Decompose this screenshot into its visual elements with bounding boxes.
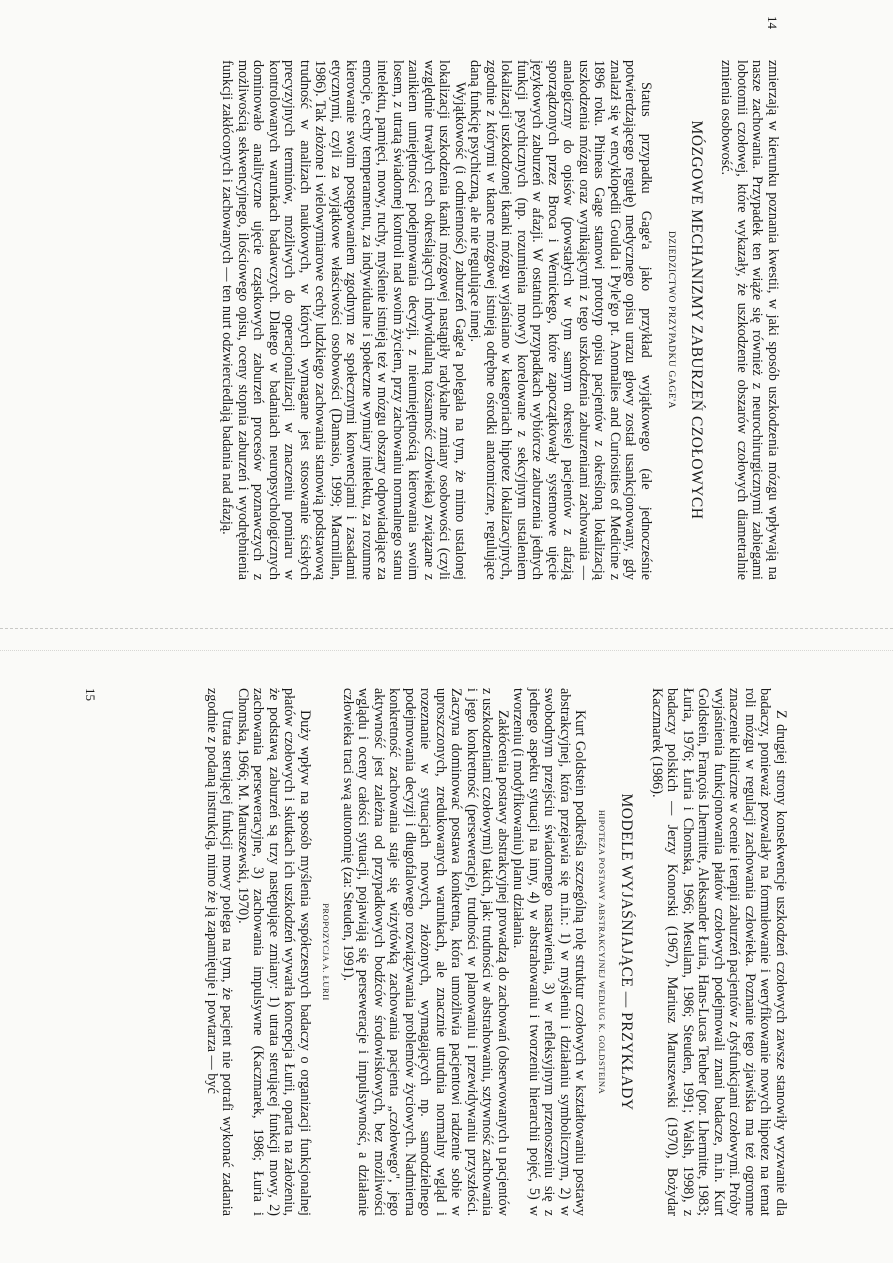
left-page — [70, 16, 781, 580]
left-page-intro: zmierzają w kierunku poznania kwestii, w jaki sposób uszkodzenia mózgu wpływają na nasze zachowania. Przypadek ten wiąże się również z neurochirurgicznymi zabiegami lobotomii czołowej, które wykazały, że uszkodzenie obszarów czołowych diametralnie zmienia osobowość. — [718, 60, 781, 580]
right-page-number: 15 — [83, 688, 98, 701]
page-spine-divider — [0, 628, 893, 629]
right-page-heading: MODELE WYJAŚNIAJĄCE — PRZYKŁADY — [618, 793, 636, 1111]
left-page-subheading: DZIEDZICTWO PRZYPADKU GAGE'A — [666, 230, 677, 410]
left-page-paragraph-1: Status przypadku Gage'a jako przykład wyjątkowego (ale jednocześnie potwierdzającego regułę) medycznego opisu urazu głowy został usankcjonowany, gdy znalazł się w encyklopedii Goulda i Pyle'go pt. Anomalies and Curiosities of Medicine z 1896 roku. Phineas Gage stanowi prototyp opisu pacjentów z określoną lokalizacją uszkodzenia mózgu oraz wynikającymi z tego uszkodzenia zaburzeniami zachowania — analogiczny do opisów (powstałych w tym samym okresie) pacjentów z afazją sporządzonych przez Broca i Wernickego, które zapoczątkowały systemowe ujęcie językowych zaburzeń w afazji. W ostatnich przypadkach wybiórcze zaburzenia jednych funkcji psychicznych (np. rozumienia mowy) korelowane z sekcyjnym ustaleniem lokalizacji uszkodzonej tkanki mózgu wyjaśniano w kategoriach hipotez lokalizacyjnych, zgodnie z którymi w tkance mózgowej istnieją odrębne ośrodki anatomiczne, regulujące daną funkcję psychiczną, ale nie regulujące innej. — [467, 60, 654, 580]
scan-edge-line — [0, 650, 893, 651]
right-page-subheading-luria: PROPOZYCJA A. ŁURII — [321, 903, 332, 1001]
right-page-paragraph-4: Duży wpływ na sposób myślenia współczesnych badaczy o organizacji funkcjonalnej płatów czołowych i skutkach ich uszkodzeń wywarła koncepcja Łurii, oparta na założeniu, że podstawą zaburzeń są trzy następujące zmiany: 1) utrata sterującej funkcji mowy, 2) zachowania perseweracyjne, 3) zachowania impulsywne (Kaczmarek, 1986; Łuria i Chomska, 1966; M. Maruszewski, 1970). — [235, 688, 313, 1216]
right-page-subheading-goldstein: HIPOTEZA POSTAWY ABSTRAKCYJNEJ WEDŁUG K. GOLDSTEINA — [597, 809, 607, 1095]
right-page — [68, 688, 788, 1216]
right-page-paragraph-3: Zakłócenia postawy abstrakcyjnej prowadzą do zachowań (obserwowanych u pacjentów z uszkodzeniami czołowymi) takich, jak: trudności w abstrahowaniu, sztywność zachowania i jego konkretność (perseweracje), trudności w planowaniu i przewidywaniu przyszłości. Zaczyna dominować postawa konkretna, która umożliwia pacjentowi radzenie sobie w uproszczonych, zredukowanych warunkach, ale znacznie utrudnia normalny wgląd i rozeznanie w sytuacjach nowych, złożonych, wymagających np. samodzielnego podejmowania decyzji i długofalowego rozwiązywania problemów życiowych. Nadmierna konkretność zachowania staje się wizytówką zachowania pacjenta „czołowego", jego aktywność jest zależna od przypadkowych bodźców środowiskowych, bez możliwości wglądu i oceny całości sytuacji, pojawiają się perseweracje i impulsywność, a działanie człowieka traci swą autonomię (za: Steuden, 1991). — [340, 688, 511, 1216]
left-page-number: 14 — [765, 16, 780, 29]
right-page-paragraph-2: Kurt Goldstein podkreśla szczególną rolę struktur czołowych w kształtowaniu postawy abstrakcyjnej, która przejawia się m.in.: 1) w myśleniu i działaniu symbolicznym, 2) w swobodnym przejściu świadomego nastawienia, 3) w refleksyjnym przenoszeniu się z jednego aspektu sytuacji na inny, 4) w abstrahowaniu i tworzeniu hierarchii pojęć, 5) w tworzeniu (i modyfikowaniu) planu działania. — [510, 688, 589, 1216]
right-page-paragraph-1: Z drugiej strony konsekwencje uszkodzeń czołowych zawsze stanowiły wyzwanie dla badaczy, ponieważ pozwalały na formułowanie i weryfikowanie nowych hipotez na temat roli mózgu w regulacji zachowania człowieka. Poznanie tego zjawiska ma też ogromne znaczenie kliniczne w ocenie i terapii zaburzeń pacjentów z dysfunkcjami czołowymi. Próby wyjaśnienia funkcjonowania płatów czołowych podejmowali znani badacze, m.in. Kurt Goldstein, François Lhermitte, Aleksander Łuria, Hans-Lucas Teuber (por. Lhermitte, 1983; Łuria, 1976; Łuria i Chomska, 1966; Mesulam, 1986; Steuden, 1991; Walsh, 1998), z badaczy polskich — Jerzy Konorski (1967), Mariusz Maruszewski (1970), Bożydar Kaczmarek (1986). — [649, 688, 789, 1216]
left-page-paragraph-2: Wyjątkowość (i odmienność) zaburzeń Gage'a polegała na tym, że mimo ustalonej lokalizacji uszkodzenia tkanki mózgowej nastąpiły radykalne zmiany osobowości (czyli względnie trwałych cech określających indywidualną tożsamość człowieka) związane z zanikiem umiejętności podejmowania decyzji, z nieumiejętnością kierowania swoim losem, z utratą świadomej kontroli nad swoim życiem, przy zachowaniu normalnego stanu intelektu, pamięci, mowy, ruchy, myślenie istnieją też w mózgu obszary odpowiadające za emocje, cechy temperamentu, za indywidualne i społeczne wymiary intelektu, za rozumne kierowanie swoim postępowaniem zgodnym ze społecznymi konwencjami i zasadami etycznymi, czyli za wyjątkowe właściwości osobowości (Damasio, 1999; Macmillan, 1986). Tak złożone i wielowymiarowe cechy ludzkiego zachowania stanowią podstawową trudność w analizach naukowych, w których wymagane jest stosowanie ścisłych precyzyjnych terminów, możliwych do operacjonalizacji w znaczeniu pomiaru w kontrolowanych warunkach badawczych. Dlatego w badaniach neuropsychologicznych dominowało analityczne ujęcie cząstkowych zaburzeń procesów poznawczych z możliwością sekwencyjnego, ilościowego opisu, oceny stopnia zaburzeń i wyodrębnienia funkcji zakłóconych i zachowanych — ten nurt odzwierciedlają badania nad afazją. — [219, 60, 468, 580]
right-page-paragraph-5: Utrata sterującej funkcji mowy polega na tym, że pacjent nie potrafi wykonać zadania zgodnie z podaną instrukcją, mimo że ją zapamiętuje i powtarza — być — [204, 688, 236, 1216]
left-page-heading: MÓZGOWE MECHANIZMY ZABURZEŃ CZOŁOWYCH — [688, 120, 705, 520]
